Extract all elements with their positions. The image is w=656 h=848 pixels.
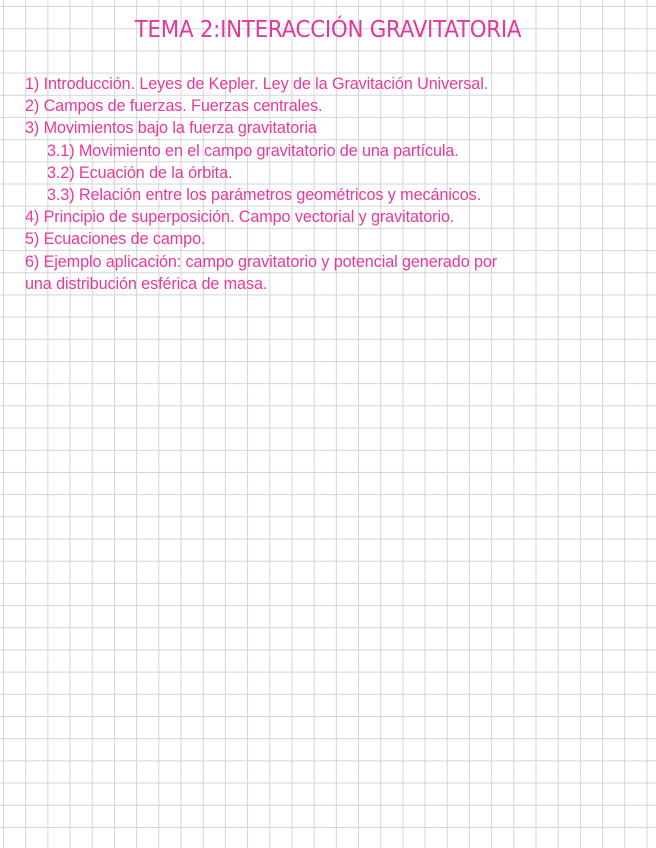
subtopic-item: 3.2) Ecuación de la órbita. <box>47 163 233 182</box>
topic-list <box>25 73 645 295</box>
topic-item: 1) Introducción. Leyes de Kepler. Ley de la Gravitación Universal. <box>25 75 489 93</box>
topic-item-continuation: una distribución esférica de masa. <box>25 274 268 293</box>
page-title: TEMA 2:INTERACCIÓN GRAVITATORIA <box>134 17 522 43</box>
topic-item: 6) Ejemplo aplicación: campo gravitatorio y potencial generado por <box>25 252 498 271</box>
subtopic-item: 3.1) Movimiento en el campo gravitatorio de una partícula. <box>47 141 459 160</box>
topic-item: 2) Campos de fuerzas. Fuerzas centrales. <box>25 97 323 116</box>
subtopic-item: 3.3) Relación entre los parámetros geométricos y mecánicos. <box>47 186 482 205</box>
topic-item: 5) Ecuaciones de campo. <box>25 230 206 249</box>
topic-item: 4) Principio de superposición. Campo vectorial y gravitatorio. <box>25 208 455 227</box>
topic-item: 3) Movimientos bajo la fuerza gravitatoria <box>25 119 317 138</box>
